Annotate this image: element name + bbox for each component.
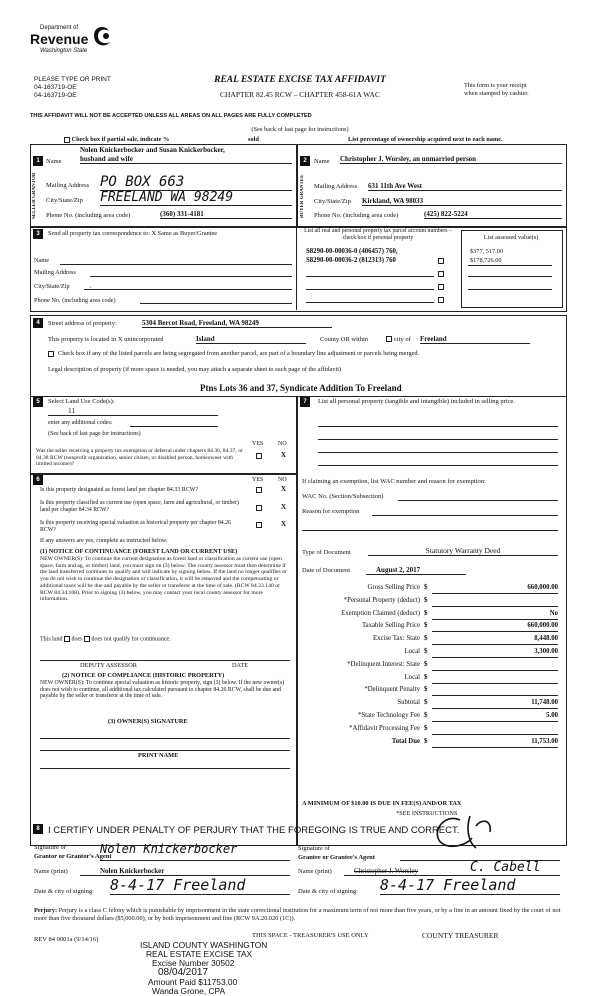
fee-row-value — [432, 597, 558, 607]
fee-row-value: 11,753.00 — [432, 738, 558, 748]
fee-row — [302, 674, 560, 687]
sec6-yes: YES — [252, 477, 264, 483]
buyer-mailing: 631 11th Ave West — [368, 182, 562, 191]
city-of-label: city of — [394, 336, 411, 343]
fee-row-label: *Affidavit Processing Fee — [349, 724, 420, 732]
fee-row — [302, 661, 560, 674]
fee-row-dollar: $ — [424, 711, 428, 719]
stamp-line-3: Excise Number 30502 — [152, 958, 235, 968]
fee-row-label: *State Technology Fee — [357, 711, 420, 719]
corr-mailing-label: Mailing Address — [34, 269, 76, 276]
corr-name-line — [60, 264, 292, 265]
grantor-date-city: 8-4-17 Freeland — [110, 876, 290, 895]
parcel-2: S8290-00-00036-2 (812313) 760 — [306, 257, 396, 264]
does-not-label: does not qualify for continuance. — [91, 636, 171, 643]
fee-row-value — [432, 725, 558, 735]
receipt-line2: when stamped by cashier. — [464, 90, 529, 97]
seller-city-label: City/State/Zip — [46, 197, 83, 204]
fee-row-value: 11,748.00 — [432, 699, 558, 709]
assessed-2: $178,726.00 — [470, 257, 502, 264]
section-6-number: 6 — [33, 475, 43, 485]
fee-row-dollar: $ — [424, 673, 428, 681]
fee-row-dollar: $ — [424, 724, 428, 732]
stamp-line-5: Amount Paid $11753.00 — [148, 977, 238, 987]
legal-label: Legal description of property (if more space is needed, you may attach a separate sheet to each page of the affidavit) — [48, 366, 342, 373]
seller-phone-label: Phone No. (including area code) — [46, 212, 131, 219]
land-use-see-back: (See back of last page for instructions) — [48, 431, 141, 437]
see-instructions: *SEE INSTRUCTIONS — [396, 810, 458, 817]
stamp-line-6: Wanda Grone, CPA — [152, 986, 226, 996]
seller-name-1: Nolen Knickerbocker and Susan Knickerbocker, — [80, 146, 225, 154]
fee-row-label: Total Due — [391, 737, 420, 745]
forest-no-answer: X — [281, 485, 287, 493]
certify-text: I CERTIFY UNDER PENALTY OF PERJURY THAT THE FOREGOING IS TRUE AND CORRECT. — [48, 825, 460, 836]
grantor-name: Nolen Knickerbocker — [80, 867, 290, 876]
fee-row — [302, 635, 560, 648]
fee-row — [302, 738, 560, 751]
deputy-date-label: DATE — [232, 662, 249, 669]
wac-number-label: WAC No. (Section/Subsection) — [302, 493, 384, 500]
seller-name-label: Name — [46, 158, 62, 165]
parcel-3-checkbox[interactable] — [438, 271, 444, 277]
print-name-label: PRINT NAME — [138, 752, 179, 759]
owner-sig-line-1 — [40, 738, 290, 739]
deputy-assessor-label: DEPUTY ASSESSOR — [80, 662, 137, 669]
sec5-no: NO — [278, 441, 287, 447]
fee-row-value: 8,448.00 — [432, 635, 558, 645]
grantee-signature-icon — [420, 808, 500, 858]
grantee-date-city: 8-4-17 Freeland — [380, 876, 560, 895]
fee-row-value: 660,000.00 — [432, 622, 558, 632]
forest-yes-checkbox[interactable] — [256, 487, 262, 493]
notice-2-title: (2) NOTICE OF COMPLIANCE (HISTORIC PROPERTY) — [62, 672, 225, 679]
parcel-5-checkbox[interactable] — [438, 297, 444, 303]
ref-number-1: 04-163719-OE — [34, 84, 77, 91]
personal-property-text: List all personal property (tangible and intangible) included in selling price. — [318, 398, 515, 405]
personal-line-1 — [318, 426, 558, 427]
corr-mailing-line — [90, 276, 292, 277]
grantee-sig-of: Signature of — [298, 845, 330, 852]
grantee-name-print-label: Name (print) — [298, 868, 332, 875]
corr-phone-line — [140, 303, 292, 304]
does-checkbox[interactable] — [64, 636, 70, 642]
assessed-header: List assessed value(s) — [483, 234, 539, 241]
corr-phone-label: Phone No. (including area code) — [34, 297, 116, 304]
street-label: Street address of property: — [48, 320, 117, 327]
notice-1-text: NEW OWNER(S): To continue the current designation as forest land or classification as current use (open space, farm and ag, or timber) land, you must sign on (3) below. The county assessor must then determine if the land transferred continues to qualify and will indicate by signing below. If the land no longer qualifies or you do not wish to continue the designation or classification, it will be removed and the compensating or additional taxes will be due and payable by the seller or transferor at the time of sale. (RCW 84.33.140 or RCW 84.34.108). Prior to signing (3) below, you may contact your local county assessor for more information. — [40, 556, 287, 603]
corr-city-line — [84, 289, 292, 290]
form-title: REAL ESTATE EXCISE TAX AFFIDAVIT — [214, 75, 386, 85]
fee-row-dollar: $ — [424, 609, 428, 617]
fee-row-dollar: $ — [424, 635, 428, 643]
buyer-phone: (425) 822-5224 — [424, 210, 562, 219]
exemption-yes-checkbox[interactable] — [256, 453, 262, 459]
land-qualify-row — [40, 636, 171, 642]
land-use-code: 11 — [48, 406, 218, 416]
fee-row-value: 3,300.00 — [432, 648, 558, 658]
stamp-line-2: REAL ESTATE EXCISE TAX — [146, 949, 253, 959]
personal-line-4 — [318, 465, 558, 466]
fee-row-dollar: $ — [424, 622, 428, 630]
fee-row — [302, 725, 560, 738]
does-label: does — [71, 636, 83, 643]
sec5-yes: YES — [252, 441, 264, 447]
grantor-date-city-label: Date & city of signing: — [34, 888, 94, 895]
owner-signature-label: (3) OWNER(S) SIGNATURE — [108, 718, 188, 725]
buyer-name-label: Name — [314, 158, 330, 165]
treasurer-space: THIS SPACE - TREASURER'S USE ONLY — [252, 932, 369, 939]
fee-row-label: Taxable Selling Price — [361, 622, 420, 630]
city-of-checkbox[interactable] — [386, 336, 392, 342]
seller-mailing-label: Mailing Address — [46, 182, 90, 189]
fee-row — [302, 584, 560, 597]
assessed-line-1 — [468, 265, 552, 266]
grantor-sig-of: Signature of — [34, 844, 66, 851]
section-7-number: 7 — [300, 397, 310, 407]
does-not-checkbox[interactable] — [84, 636, 90, 642]
forest-question: Is this property designated as forest land per chapter 84.33 RCW? — [40, 487, 199, 493]
grantor-name-print-label: Name (print) — [34, 868, 68, 875]
owner-sig-line-2 — [40, 750, 290, 751]
assessed-box — [461, 230, 563, 308]
rev-number: REV 84 0001a (9/14/16) — [34, 936, 99, 943]
stamp-line-4: 08/04/2017 — [158, 967, 209, 978]
legal-description: Ptns Lots 36 and 37, Syndicate Addition To Freeland — [200, 383, 402, 393]
buyer-city-label: City/State/Zip — [314, 198, 351, 205]
current-use-no-answer: X — [281, 503, 287, 511]
additional-codes-label: enter any additional codes: — [48, 420, 113, 426]
fee-row-label: *Delinquent Interest: State — [347, 660, 420, 668]
parcel-header: List all real and personal property tax parcel account numbers – check box if personal property — [304, 228, 452, 241]
fee-row — [302, 622, 560, 635]
receipt-line1: This form is your receipt — [464, 82, 527, 89]
fee-row-dollar: $ — [424, 737, 428, 745]
doc-type-label: Type of Document — [302, 549, 351, 556]
grantee-date-city-label: Date & city of signing: — [298, 888, 358, 895]
parcel-1: S8290-00-00036-0 (406457) 760, — [306, 248, 398, 255]
minimum-fee-text: A MINIMUM OF $10.00 IS DUE IN FEE(S) AND/OR TAX — [302, 800, 462, 807]
personal-line-2 — [318, 439, 558, 440]
section-4-number: 4 — [33, 318, 43, 328]
fee-row-label: *Personal Property (deduct) — [343, 596, 420, 604]
corr-name-label: Name — [34, 257, 50, 264]
buyer-side-label: BUYER GRANTEE — [300, 174, 305, 218]
logo-line2: Revenue — [30, 31, 89, 47]
perjury-text: Perjury is a class C felony which is punishable by imprisonment in the state correctional institution for a maximum term of not more than five years, or by a fine in an amount fixed by the court of not more than five thousand dollars ($5,000.00), or by both imprisonment and fine (RCW 9A.20.020 (1C)). — [34, 907, 561, 922]
grantor-signature: Nolen Knickerbocker — [100, 842, 238, 856]
please-type: PLEASE TYPE OR PRINT — [34, 76, 111, 83]
fee-row-value: 660,000.00 — [432, 584, 558, 594]
partial-sale-label: Check box if partial sale, indicate % — [71, 136, 170, 143]
seller-name-2: husband and wife — [80, 155, 292, 164]
section-3-text: Send all property tax correspondence to: X Same as Buyer/Grantee — [48, 230, 218, 237]
fee-row-label: Exemption Claimed (deduct) — [341, 609, 420, 617]
fee-row-label: Subtotal — [397, 699, 420, 707]
fee-row-value — [432, 686, 558, 696]
see-back-text: (See back of last page for instructions) — [251, 126, 349, 133]
buyer-city: Kirkland, WA 98033 — [362, 197, 562, 206]
fee-row-value — [432, 674, 558, 684]
exemption-reason-line-2 — [302, 530, 558, 531]
assessed-1: $377, 517.00 — [470, 248, 504, 255]
county-treasurer: COUNTY TREASURER — [422, 931, 499, 940]
unincorporated-label: This property is located in X unincorporated — [48, 336, 164, 343]
exemption-reason-label: Reason for exemption — [302, 508, 360, 515]
fee-row — [302, 610, 560, 623]
city-name: Freeland — [420, 335, 530, 344]
fee-row-label: Local — [404, 673, 420, 681]
fee-row-dollar: $ — [424, 596, 428, 604]
exemption-no-answer: X — [281, 451, 287, 459]
partial-sale-row — [64, 136, 169, 143]
buyer-mailing-label: Mailing Address — [314, 183, 358, 190]
parcel-4-checkbox[interactable] — [438, 284, 444, 290]
wac-number-line — [398, 500, 558, 501]
ref-number-2: 04-163719-OE — [34, 92, 77, 99]
section-8-number: 8 — [33, 824, 43, 834]
county-name: Island — [196, 335, 306, 344]
sec6-no: NO — [278, 477, 287, 483]
parcel-line-5 — [306, 302, 434, 303]
perjury-block — [34, 907, 564, 923]
doc-date-label: Date of Document — [302, 567, 351, 574]
corr-city-label: City/State/Zip — [34, 283, 70, 290]
section-5-number: 5 — [33, 397, 43, 407]
doc-type: Statutory Warranty Deed — [368, 546, 558, 556]
fee-row-dollar: $ — [424, 699, 428, 707]
seller-city: FREELAND WA 98249 — [100, 190, 292, 206]
parcel-2-checkbox[interactable] — [438, 258, 444, 264]
fee-row — [302, 648, 560, 661]
buyer-name: Christopher J. Worsley, an unmarried person — [340, 155, 562, 164]
grantor-agent-label: Grantor or Grantor's Agent — [34, 853, 112, 860]
grantee-agent-label: Grantee or Grantee's Agent — [298, 854, 375, 861]
fee-row-dollar: $ — [424, 686, 428, 694]
fee-row-dollar: $ — [424, 584, 428, 591]
additional-codes-line — [130, 426, 218, 427]
fee-row — [302, 686, 560, 699]
fee-row — [302, 699, 560, 712]
land-label: This land — [40, 636, 63, 643]
logo-line1: Department of — [40, 25, 79, 31]
section-2-number: 2 — [300, 156, 310, 166]
segregated-checkbox[interactable] — [48, 351, 54, 357]
grantee-hand-name: C. Cabell — [470, 860, 541, 875]
fee-table — [302, 584, 560, 750]
section-3-divider — [296, 226, 297, 310]
fee-row-dollar: $ — [424, 647, 428, 655]
fee-row — [302, 712, 560, 725]
fee-row-label: Local — [404, 647, 420, 655]
seller-side-label: SELLER GRANTOR — [32, 172, 37, 220]
assessed-line-4 — [468, 289, 552, 290]
fee-row-label: *Delinquent Penalty — [364, 686, 420, 694]
historic-yes-checkbox[interactable] — [256, 522, 262, 528]
exemption-reason-line — [372, 515, 558, 516]
logo-line3: Washington State — [40, 48, 88, 54]
fee-row-value — [432, 661, 558, 671]
historic-no-answer: X — [281, 520, 287, 528]
notice-1-title: (1) NOTICE OF CONTINUANCE (FOREST LAND OR CURRENT USE) — [40, 548, 238, 555]
fee-row-label: Gross Selling Price — [367, 584, 420, 591]
fee-row-label: Excise Tax: State — [373, 635, 420, 643]
fee-row-dollar: $ — [424, 660, 428, 668]
corr-city-mark: , — [90, 282, 92, 289]
assessed-line-3 — [468, 276, 552, 277]
section-3-number: 3 — [33, 229, 43, 239]
partial-sale-checkbox[interactable] — [64, 137, 70, 143]
doc-date: August 2, 2017 — [366, 566, 466, 575]
land-use-label: Select Land Use Code(s): — [48, 398, 115, 405]
grantee-name: Christopher J. Worsley — [344, 867, 560, 876]
section-1-number: 1 — [33, 156, 43, 166]
county-or-within: County OR within — [320, 336, 369, 343]
seller-mailing: PO BOX 663 — [100, 174, 292, 191]
street-address: 5304 Bercot Road, Freeland, WA 98249 — [142, 319, 332, 328]
wac-claim-text: If claiming an exemption, list WAC number and reason for exemption: — [302, 478, 486, 485]
list-pct-label: List percentage of ownership acquired next to each name. — [348, 136, 503, 143]
segregated-text: Check box if any of the listed parcels are being segregated from another parcel, are part of a boundary line adjustment or parcels being merged. — [58, 350, 420, 357]
warning-text: THIS AFFIDAVIT WILL NOT BE ACCEPTED UNLESS ALL AREAS ON ALL PAGES ARE FULLY COMPLETED — [30, 113, 312, 119]
fee-row-value: No — [432, 610, 558, 620]
personal-line-3 — [318, 452, 558, 453]
fee-row — [302, 597, 560, 610]
parcel-line-4 — [306, 289, 434, 290]
grantor-sig-line — [100, 860, 290, 861]
deputy-line — [40, 660, 290, 661]
sold-label: sold — [248, 136, 259, 143]
seller-phone: (360) 331-4181 — [160, 210, 292, 219]
form-chapter: CHAPTER 82.45 RCW – CHAPTER 458-61A WAC — [220, 90, 380, 99]
notice-2-text: NEW OWNER(S): To continue special valuation as historic property, sign (3) below. If the new owner(s) does not wish to continue, all additional tax calculated pursuant to chapter 84.26 RCW, shall be due and payable by the seller or transferor at the time of sale. — [40, 680, 285, 700]
stamp-line-1: ISLAND COUNTY WASHINGTON — [140, 940, 268, 950]
buyer-phone-label: Phone No. (including area code) — [314, 212, 399, 219]
logo-swirl-icon — [90, 24, 114, 50]
historic-question: Is this property receiving special valuation as historical property per chapter 84.26 RCW? — [40, 520, 231, 533]
print-name-line-1 — [40, 768, 290, 769]
dor-logo — [28, 20, 124, 62]
parcel-line-3 — [306, 276, 434, 277]
fee-row-value: 5.00 — [432, 712, 558, 722]
current-use-question: Is this property classified as current use (open space, farm and agricultural, or timber) land per chapter 84.34 RCW? — [40, 500, 239, 513]
if-yes-text: If any answers are yes, complete as instructed below. — [40, 538, 168, 544]
current-use-yes-checkbox[interactable] — [256, 505, 262, 511]
exemption-question: Was the seller receiving a property tax exemption or deferral under chapters 84.36, 84.37, or 84.38 RCW (nonprofit organization, senior citizen, or disabled person, homeowner with limited income)? — [36, 448, 243, 467]
perjury-label: Perjury: — [34, 907, 58, 914]
